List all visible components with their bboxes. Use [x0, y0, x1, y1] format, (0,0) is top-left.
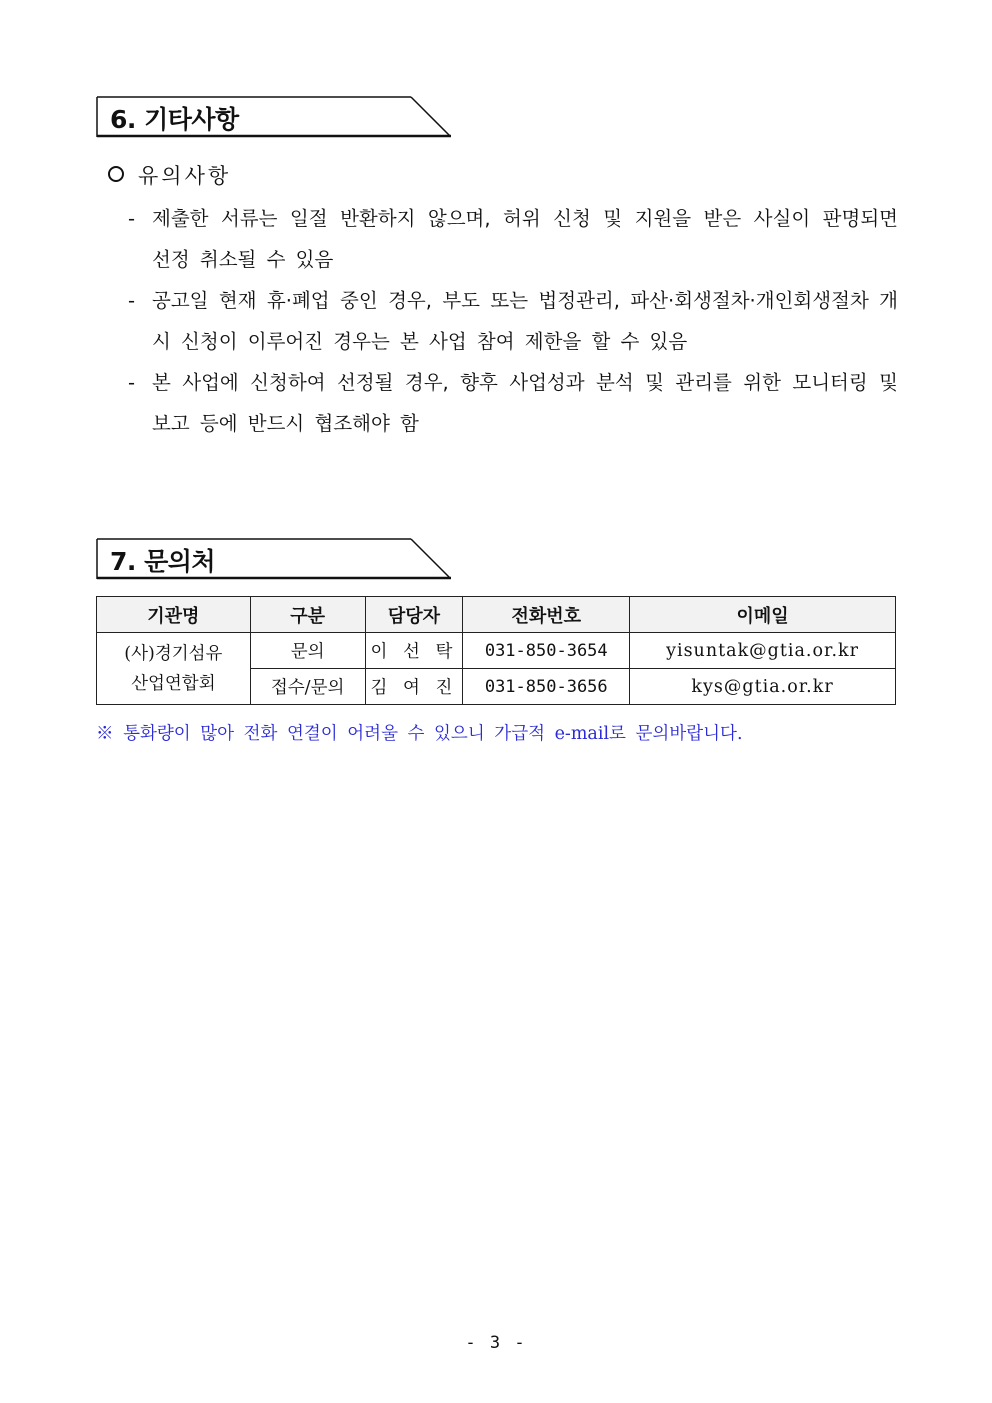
- list-item: [128, 280, 898, 362]
- organization-cell: [97, 633, 251, 705]
- column-header: 전화번호: [463, 597, 630, 633]
- page-number: - 3 -: [465, 1333, 527, 1353]
- table-header-row: [97, 597, 896, 633]
- contact-table: [96, 596, 896, 705]
- section-title: 7. 문의처: [110, 547, 216, 576]
- dash-bullet-icon: -: [128, 289, 136, 312]
- phone-cell: 031-850-3654: [463, 633, 630, 669]
- type-cell: 문의: [250, 633, 365, 669]
- email-cell: kys@gtia.or.kr: [630, 669, 896, 705]
- section-title: 6. 기타사항: [110, 105, 239, 134]
- org-name-line2: 산업연합회: [131, 673, 216, 694]
- dash-bullet-icon: -: [128, 371, 136, 394]
- org-name-line1: (사)경기섬유: [124, 643, 223, 664]
- column-header: 담당자: [365, 597, 463, 633]
- contact-footnote: ※ 통화량이 많아 전화 연결이 어려울 수 있으니 가급적 e-mail로 문의바랍니다.: [96, 724, 743, 744]
- notice-subheading: [108, 160, 231, 190]
- phone-cell: 031-850-3656: [463, 669, 630, 705]
- column-header: 이메일: [630, 597, 896, 633]
- subheading-label: 유의사항: [138, 164, 232, 188]
- section-7-header: [96, 538, 452, 580]
- person-cell: 이 선 탁: [365, 633, 463, 669]
- section-6-header: [96, 96, 452, 138]
- notice-list: [128, 198, 898, 444]
- person-cell: 김 여 진: [365, 669, 463, 705]
- note-text: 제출한 서류는 일절 반환하지 않으며, 허위 신청 및 지원을 받은 사실이 판명되면 선정 취소될 수 있음: [152, 207, 898, 271]
- note-text: 공고일 현재 휴·폐업 중인 경우, 부도 또는 법정관리, 파산·회생절차·개인회생절차 개시 신청이 이루어진 경우는 본 사업 참여 제한을 할 수 있음: [152, 289, 898, 353]
- circle-bullet-icon: [108, 166, 124, 182]
- column-header: 구분: [250, 597, 365, 633]
- type-cell: 접수/문의: [250, 669, 365, 705]
- dash-bullet-icon: -: [128, 207, 136, 230]
- note-text: 본 사업에 신청하여 선정될 경우, 향후 사업성과 분석 및 관리를 위한 모니터링 및 보고 등에 반드시 협조해야 함: [152, 371, 898, 435]
- table-row: [97, 633, 896, 669]
- list-item: [128, 198, 898, 280]
- email-cell: yisuntak@gtia.or.kr: [630, 633, 896, 669]
- column-header: 기관명: [97, 597, 251, 633]
- list-item: [128, 362, 898, 444]
